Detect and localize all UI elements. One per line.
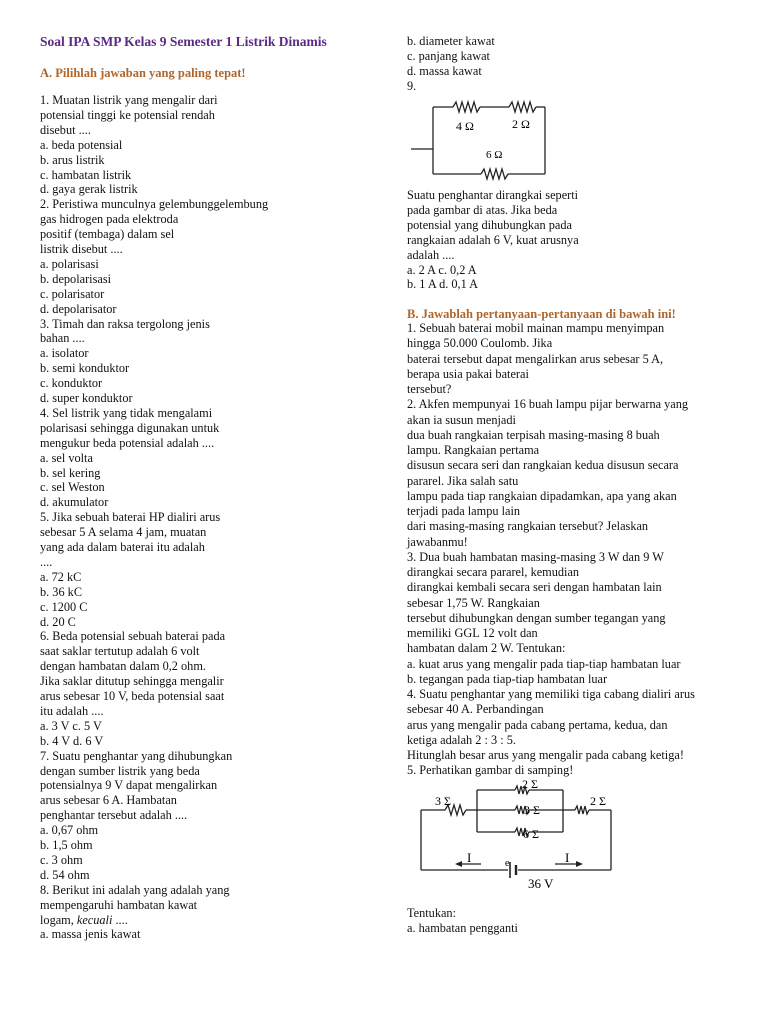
left-line-21: 4. Sel listrik yang tidak mengalami (40, 405, 213, 420)
q5-current-right-label: I (565, 850, 570, 865)
q5-resistor-right-label: 2 Σ (590, 794, 606, 808)
left-line-5: c. hambatan listrik (40, 167, 132, 182)
section-b-line-14: jawabanmu! (407, 534, 468, 549)
q5-voltage-label: 36 V (528, 876, 554, 891)
left-line-15: 3. Timah dan raksa tergolong jenis (40, 316, 210, 331)
left-line-29: sebesar 5 A selama 4 jam, muatan (40, 525, 207, 540)
left-line-20: d. super konduktor (40, 391, 133, 405)
section-b-line-23: b. tegangan pada tiap-tiap hambatan luar (407, 671, 608, 686)
q5-resistor-bottom-label: 6 Σ (523, 827, 539, 841)
left-line-1: potensial tinggi ke potensial rendah (40, 107, 215, 122)
section-b-line-27: ketiga adalah 2 : 3 : 5. (407, 732, 516, 747)
section-b-line-7: dua buah rangkaian terpisah masing-masing 8 buah (407, 427, 660, 442)
section-b-line-10: pararel. Jika salah satu (407, 473, 519, 488)
left-line-23: mengukur beda potensial adalah .... (40, 435, 215, 450)
left-line-28: 5. Jika sebuah baterai HP dialiri arus (40, 510, 221, 525)
q9-line-2: potensial yang dihubungkan pada (407, 217, 572, 232)
section-b-line-18: sebesar 1,75 W. Rangkaian (407, 595, 540, 610)
kecuali-emphasis: kecuali (76, 912, 113, 927)
left-line-10: listrik disebut .... (40, 242, 123, 256)
right-top-line-1: c. panjang kawat (407, 48, 490, 63)
section-b-line-29: 5. Perhatikan gambar di samping! (407, 763, 574, 778)
left-line-32: a. 72 kC (40, 569, 82, 584)
left-line-24: a. sel volta (40, 450, 93, 465)
q9-line-4: adalah .... (407, 247, 455, 262)
section-b-line-24: 4. Suatu penghantar yang memiliki tiga cabang dialiri arus (407, 687, 695, 701)
q5-battery-mark: e (505, 858, 510, 869)
left-line-2: disebut .... (40, 122, 91, 137)
q5-resistor-left-label: 3 Σ (435, 794, 451, 808)
section-b-line-8: lampu. Rangkaian pertama (407, 443, 540, 457)
left-line-34: c. 1200 C (40, 599, 88, 614)
section-b-line-4: tersebut? (407, 382, 452, 396)
section-b-line-13: dari masing-masing rangkaian tersebut? Jelaskan (407, 519, 649, 534)
section-b-line-5: 2. Akfen mempunyai 16 buah lampu pijar berwarna yang (407, 397, 689, 412)
left-line-27: d. akumulator (40, 495, 109, 510)
left-line-52: d. 54 ohm (40, 867, 90, 882)
left-line-18: b. semi konduktor (40, 361, 130, 376)
left-line-12: b. depolarisasi (40, 271, 112, 286)
left-line-35: d. 20 C (40, 614, 76, 629)
q9-resistor-4-label: 4 Ω (456, 119, 474, 133)
section-b-line-1: hingga 50.000 Coulomb. Jika (407, 336, 553, 351)
circuit-diagram-q9 (409, 92, 549, 192)
q9-line-5: a. 2 A c. 0,2 A (407, 262, 477, 277)
left-line-49: a. 0,67 ohm (40, 823, 99, 838)
right-top-line-2: d. massa kawat (407, 63, 482, 78)
q9-line-1: pada gambar di atas. Jika beda (407, 202, 558, 217)
section-b-line-11: lampu pada tiap rangkaian dipadamkan, apa yang akan (407, 488, 677, 503)
left-line-19: c. konduktor (40, 376, 103, 391)
q9-resistor-2-label: 2 Ω (512, 117, 530, 131)
left-line-11: a. polarisasi (40, 256, 99, 271)
left-line-25: b. sel kering (40, 465, 101, 480)
left-line-8: gas hidrogen pada elektroda (40, 212, 179, 227)
left-line-22: polarisasi sehingga digunakan untuk (40, 420, 220, 435)
left-line-30: yang ada dalam baterai itu adalah (40, 540, 205, 554)
section-b-line-3: berapa usia pakai baterai (407, 366, 529, 381)
left-line-4: b. arus listrik (40, 152, 105, 167)
left-line-39: Jika saklar ditutup sehingga mengalir (40, 674, 224, 689)
section-b-line-6: akan ia susun menjadi (407, 412, 516, 427)
left-line-56: a. massa jenis kawat (40, 927, 141, 942)
right-top-line-3: 9. (407, 78, 417, 93)
left-line-17: a. isolator (40, 346, 89, 361)
left-line-6: d. gaya gerak listrik (40, 182, 138, 197)
left-line-14: d. depolarisator (40, 301, 117, 316)
circuit-diagram-q5 (415, 776, 620, 894)
section-b-line-0: 1. Sebuah baterai mobil mainan mampu menyimpan (407, 321, 665, 335)
left-line-51: c. 3 ohm (40, 852, 83, 867)
section-b-line-26: arus yang mengalir pada cabang pertama, kedua, dan (407, 717, 668, 732)
left-line-41: itu adalah .... (40, 703, 104, 718)
left-line-42: a. 3 V c. 5 V (40, 718, 102, 733)
left-line-55: logam, kecuali .... (40, 912, 128, 927)
section-b-line-21: hambatan dalam 2 W. Tentukan: (407, 641, 566, 656)
left-line-46: potensialnya 9 V dapat mengalirkan (40, 778, 218, 793)
left-line-36: 6. Beda potensial sebuah baterai pada (40, 629, 226, 644)
left-line-47: arus sebesar 6 A. Hambatan (40, 793, 177, 808)
left-line-44: 7. Suatu penghantar yang dihubungkan (40, 748, 233, 763)
left-line-33: b. 36 kC (40, 584, 83, 599)
left-line-48: penghantar tersebut adalah .... (40, 808, 188, 823)
section-b-line-20: memiliki GGL 12 volt dan (407, 626, 538, 640)
q5-resistor-mid-label: 3 Σ (524, 803, 540, 817)
left-line-45: dengan sumber listrik yang beda (40, 763, 200, 778)
q9-resistor-6-label: 6 Ω (486, 149, 503, 161)
section-b-line-16: dirangkai secara pararel, kemudian (407, 565, 580, 579)
final-line-1: a. hambatan pengganti (407, 921, 518, 935)
left-line-38: dengan hambatan dalam 0,2 ohm. (40, 659, 206, 674)
section-b-line-19: tersebut dihubungkan dengan sumber tegangan yang (407, 610, 666, 625)
q9-line-6: b. 1 A d. 0,1 A (407, 277, 479, 292)
section-b-line-17: dirangkai kembali secara seri dengan hambatan lain (407, 580, 662, 595)
left-line-0: 1. Muatan listrik yang mengalir dari (40, 93, 218, 107)
section-b-line-15: 3. Dua buah hambatan masing-masing 3 W dan 9 W (407, 549, 664, 564)
section-b-line-22: a. kuat arus yang mengalir pada tiap-tiap hambatan luar (407, 656, 681, 671)
kecuali-tail: .... (112, 912, 128, 927)
document-title: Soal IPA SMP Kelas 9 Semester 1 Listrik Dinamis (40, 34, 327, 49)
left-line-50: b. 1,5 ohm (40, 838, 93, 852)
right-top-line-0: b. diameter kawat (407, 34, 495, 48)
final-line-0: Tentukan: (407, 906, 456, 920)
q9-line-0: Suatu penghantar dirangkai seperti (407, 188, 579, 202)
left-line-26: c. sel Weston (40, 480, 105, 495)
left-line-37: saat saklar tertutup adalah 6 volt (40, 644, 200, 659)
section-b-heading: B. Jawablah pertanyaan-pertanyaan di bawah ini! (407, 307, 676, 321)
section-b-line-2: baterai tersebut dapat mengalirkan arus sebesar 5 A, (407, 351, 664, 366)
left-line-31: .... (40, 554, 53, 569)
q5-resistor-top-label: 2 Σ (522, 777, 538, 791)
left-line-53: 8. Berikut ini adalah yang adalah yang (40, 882, 230, 897)
section-b-line-9: disusun secara seri dan rangkaian kedua disusun secara (407, 458, 679, 473)
left-line-3: a. beda potensial (40, 137, 123, 152)
left-line-16: bahan .... (40, 331, 85, 346)
section-b-line-28: Hitunglah besar arus yang mengalir pada cabang ketiga! (407, 748, 684, 762)
q9-line-3: rangkaian adalah 6 V, kuat arusnya (407, 232, 579, 247)
left-line-9: positif (tembaga) dalam sel (40, 227, 175, 242)
left-line-40: arus sebesar 10 V, beda potensial saat (40, 689, 225, 703)
section-b-line-25: sebesar 40 A. Perbandingan (407, 702, 544, 717)
section-a-heading: A. Pilihlah jawaban yang paling tepat! (40, 66, 246, 80)
section-b-line-12: terjadi pada lampu lain (407, 504, 521, 518)
left-line-7: 2. Peristiwa munculnya gelembunggelembung (40, 197, 269, 212)
left-line-43: b. 4 V d. 6 V (40, 733, 104, 748)
left-line-13: c. polarisator (40, 286, 105, 301)
q5-current-left-label: I (467, 850, 472, 865)
left-line-54: mempengaruhi hambatan kawat (40, 897, 198, 912)
